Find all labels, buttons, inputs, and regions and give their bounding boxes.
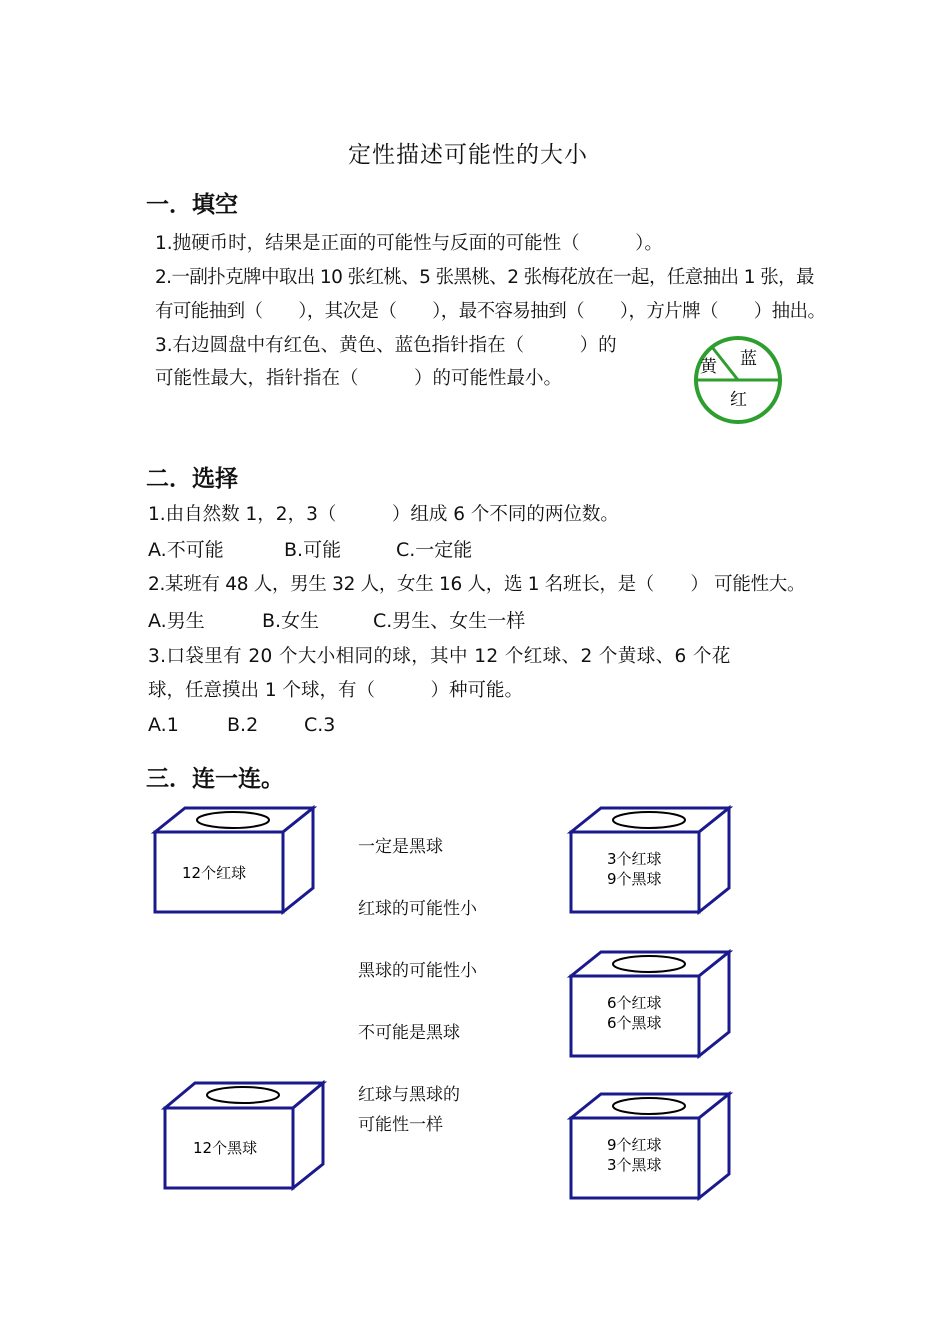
box-left-12-red — [150, 804, 320, 916]
s2-question-3-line2: 球，任意摸出 1 个球，有（ ）种可能。 — [148, 680, 524, 701]
s2-q2-option-c: C.男生、女生一样 — [373, 610, 526, 632]
spinner-label-yellow: 黄 — [700, 357, 717, 377]
spinner-label-red: 红 — [730, 390, 747, 410]
s2-question-2: 2.某班有 48 人，男生 32 人，女生 16 人，选 1 名班长，是（ ） 可能性大。 — [148, 574, 806, 595]
section1-heading: 一．填空 — [146, 192, 238, 218]
s1-question-3-line2: 可能性最大，指针指在（ ）的可能性最小。 — [155, 368, 563, 389]
box-left-12-black — [160, 1078, 330, 1192]
s1-question-3-line1: 3.右边圆盘中有红色、黄色、蓝色指针指在（ ）的 — [155, 335, 617, 356]
s2-question-1: 1.由自然数 1，2，3（ ）组成 6 个不同的两位数。 — [148, 504, 619, 525]
box-right-6red-6black — [566, 948, 736, 1060]
s2-q1-option-c: C.一定能 — [396, 539, 473, 561]
s1-question-2-line1: 2.一副扑克牌中取出 10 张红桃、5 张黑桃、2 张梅花放在一起，任意抽出 1 张，最 — [155, 267, 814, 288]
s1-question-2-line2: 有可能抽到（ ），其次是（ ），最不容易抽到（ ），方片牌（ ）抽出。 — [155, 301, 826, 322]
spinner-label-blue: 蓝 — [740, 349, 757, 369]
box-right-1-line1: 3个红球 — [607, 850, 662, 868]
match-label-equal-line1: 红球与黑球的 — [358, 1085, 460, 1105]
box-left-12-black-label: 12个黑球 — [193, 1139, 258, 1157]
box-right-3red-9black — [566, 804, 736, 916]
match-label-certain-black: 一定是黑球 — [358, 837, 443, 857]
s2-q3-option-c: C.3 — [304, 714, 336, 736]
section2-heading: 二．选择 — [146, 466, 238, 492]
match-label-black-less-likely: 黑球的可能性小 — [358, 961, 477, 981]
page-title: 定性描述可能性的大小 — [348, 142, 588, 168]
s2-q3-option-a: A.1 — [148, 714, 179, 736]
box-left-12-red-label: 12个红球 — [182, 864, 247, 882]
box-right-2-line2: 6个黑球 — [607, 1014, 662, 1032]
s2-q2-option-b: B.女生 — [262, 610, 320, 632]
section3-heading: 三．连一连。 — [146, 766, 284, 792]
s2-q1-option-b: B.可能 — [284, 539, 342, 561]
box-right-1-line2: 9个黑球 — [607, 870, 662, 888]
s2-q1-option-a: A.不可能 — [148, 539, 224, 561]
match-label-equal-line2: 可能性一样 — [358, 1115, 443, 1135]
s2-q3-option-b: B.2 — [227, 714, 259, 736]
s2-q2-option-a: A.男生 — [148, 610, 205, 632]
box-right-3-line2: 3个黑球 — [607, 1156, 662, 1174]
box-right-9red-3black — [566, 1090, 736, 1202]
match-label-red-less-likely: 红球的可能性小 — [358, 899, 477, 919]
s2-question-3-line1: 3.口袋里有 20 个大小相同的球，其中 12 个红球、2 个黄球、6 个花 — [148, 646, 731, 667]
box-right-3-line1: 9个红球 — [607, 1136, 662, 1154]
box-right-2-line1: 6个红球 — [607, 994, 662, 1012]
spinner-diagram — [688, 330, 788, 430]
match-label-impossible-black: 不可能是黑球 — [358, 1023, 460, 1043]
s1-question-1: 1.抛硬币时，结果是正面的可能性与反面的可能性（ ）。 — [155, 233, 663, 254]
